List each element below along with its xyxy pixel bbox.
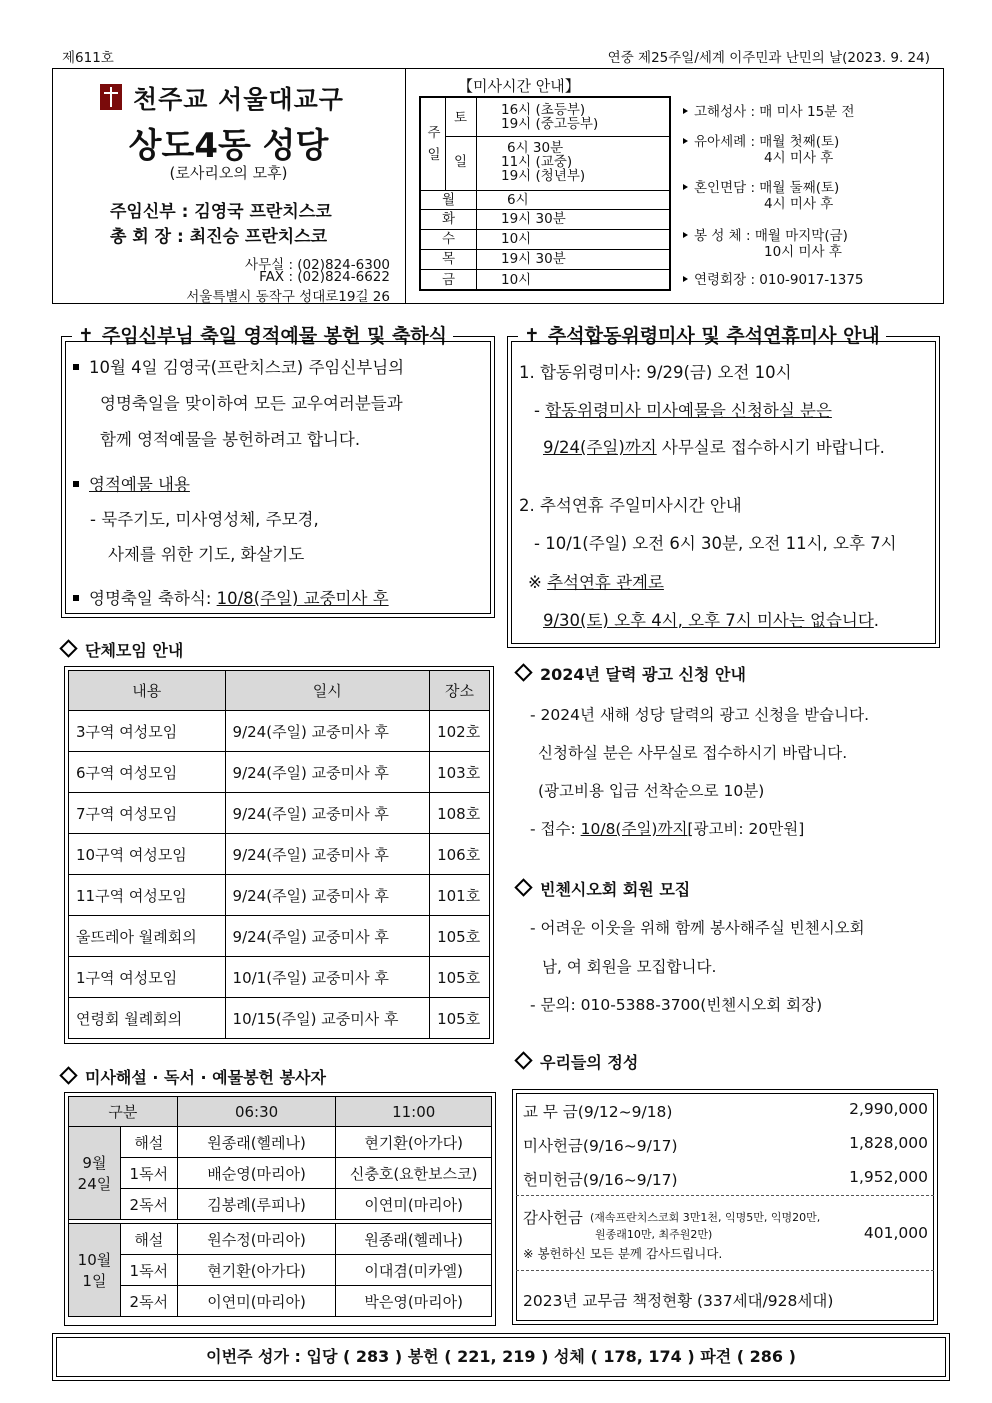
offering-amount: 2,990,000 [849,1100,928,1118]
group-name-cell: 3구역 여성모임 [69,711,226,752]
volunteer-cell: 배순영(마리아) [177,1158,336,1189]
volunteer-cell: 원종래(헬레나) [177,1127,336,1158]
offerings-title: 우리들의 정성 [513,1050,638,1073]
day-wed: 수 [441,231,456,247]
vincent-line-2: 남, 여 회원을 모집합니다. [542,958,717,976]
thu-time: 19시 30분 [501,251,566,267]
calendar-ad-line-3: (광고비용 입금 선착순으로 10분) [538,782,765,800]
chuseok-title: ✝ 추석합동위령미사 및 추석연휴미사 안내 [518,321,886,348]
communion-sick-info: 봉 성 체 : 매월 마지막(금) [683,228,848,244]
thanks-offering-amount: 401,000 [863,1224,928,1242]
chuseok-line-7: 9/30(토) 오후 4시, 오후 7시 미사는 없습니다. [543,611,880,630]
bullet-icon [683,108,688,114]
volunteer-cell: 이연미(마리아) [336,1189,492,1220]
infant-baptism-info: 유아세례 : 매월 첫째(토) [683,134,839,150]
calendar-ad-line-4: - 접수: 10/8(주일)까지[광고비: 20만원] [530,820,805,838]
feast-celebration: 영명축일 축하식: 10/8(주일) 교중미사 후 [73,585,389,609]
feast-offering-heading: 영적예물 내용 [73,471,190,495]
office-phone: 사무실 : (02)824-6300 [245,257,390,273]
bullet-icon [683,138,688,144]
mass-schedule-table [419,96,671,291]
vincent-line-3: - 문의: 010-5388-3700(빈첸시오회 회장) [530,996,823,1014]
header-divider [405,68,406,304]
bullet-icon [73,364,79,370]
sun-time-3: 19시 (청년부) [501,168,586,184]
feast-title: ✝ 주임신부님 축일 영적예물 봉헌 및 축하식 [72,321,453,348]
groups-row [69,752,490,793]
archdiocese-name: 천주교 서울대교구 [133,85,344,114]
thanks-offering-label: 감사헌금 [523,1209,583,1227]
group-time-cell: 9/24(주일) 교중미사 후 [225,875,430,916]
group-name-cell: 연령회 월례회의 [69,998,226,1039]
mon-time: 6시 [507,192,529,208]
pastor-name: 주임신부 : 김영국 프란치스코 [110,202,332,222]
volunteers-title: 미사해설 · 독서 · 예물봉헌 봉사자 [58,1065,326,1088]
calendar-ad-line-2: 신청하실 분은 사무실로 접수하시기 바랍니다. [538,744,848,762]
group-room-cell: 105호 [430,957,490,998]
volunteer-cell: 박은영(마리아) [336,1286,492,1317]
infant-baptism-time: 4시 미사 후 [764,150,834,166]
volunteer-cell: 원수정(마리아) [177,1224,336,1255]
bullet-icon [73,595,79,601]
groups-row [69,916,490,957]
groups-row [69,957,490,998]
parish-name: 상도4동 성당 [128,126,329,166]
feast-line-6: 사제를 위한 기도, 화살기도 [108,545,305,564]
bullet-icon [683,232,688,238]
diamond-icon [514,1051,532,1069]
diamond-icon [514,663,532,681]
groups-header: 내용 [69,671,226,711]
volunteers-header: 11:00 [336,1097,492,1127]
volunteers-header: 구분 [69,1097,178,1127]
role-cell: 2독서 [120,1286,177,1317]
volunteer-cell: 신충호(요한보스코) [336,1158,492,1189]
group-name-cell: 1구역 여성모임 [69,957,226,998]
group-time-cell: 9/24(주일) 교중미사 후 [225,916,430,957]
feast-line-5: - 묵주기도, 미사영성체, 주모경, [90,510,319,529]
bullet-icon [73,481,79,487]
day-sat: 토 [453,110,468,126]
groups-row [69,793,490,834]
cross-icon: ✝ [524,325,540,347]
feast-line-2: 영명축일을 맞이하여 모든 교우여러분들과 [100,394,403,413]
bullet-icon [683,276,688,282]
groups-header: 장소 [430,671,490,711]
role-cell: 2독서 [120,1189,177,1220]
offering-amount: 1,952,000 [849,1168,928,1186]
office-fax: FAX : (02)824-6622 [259,269,390,285]
volunteer-cell: 현기환(아가다) [177,1255,336,1286]
sat-time-2: 19시 (중고등부) [501,116,599,132]
group-time-cell: 10/15(주일) 교중미사 후 [225,998,430,1039]
chuseok-line-3: 9/24(주일)까지 사무실로 접수하시기 바랍니다. [543,438,885,457]
group-room-cell: 105호 [430,998,490,1039]
offering-amount: 1,828,000 [849,1134,928,1152]
group-room-cell: 102호 [430,711,490,752]
group-room-cell: 105호 [430,916,490,957]
group-room-cell: 103호 [430,752,490,793]
offering-label: 헌미헌금(9/16~9/17) [523,1171,678,1189]
communion-sick-time: 10시 미사 후 [764,244,842,260]
chuseok-line-5: - 10/1(주일) 오전 6시 30분, 오전 11시, 오후 7시 [534,534,897,553]
hymns-box [52,1333,950,1381]
wed-time: 10시 [501,231,532,247]
group-time-cell: 9/24(주일) 교중미사 후 [225,793,430,834]
groups-header: 일시 [225,671,430,711]
group-room-cell: 106호 [430,834,490,875]
offering-label: 교 무 금(9/12~9/18) [523,1103,673,1121]
marriage-time: 4시 미사 후 [764,196,834,212]
thanks-offering-detail: (재속프란치스코회 3만1천, 익명5만, 익명20만, [590,1211,821,1224]
bullet-icon [683,184,688,190]
issue-number: 제611호 [62,50,114,66]
group-time-cell: 9/24(주일) 교중미사 후 [225,834,430,875]
feast-line-1: 10월 4일 김영국(프란치스코) 주임신부님의 [73,354,404,378]
day-thu: 목 [441,251,456,267]
president-name: 총 회 장 : 최진승 프란치스코 [110,227,328,247]
sunday-label: 주일 [427,125,441,163]
hymns-text: 이번주 성가 : 입당 ( 283 ) 봉헌 ( 221, 219 ) 성체 ( 178, 174 ) 파견 ( 286 ) [56,1337,946,1377]
volunteer-cell: 이대겸(미카엘) [336,1255,492,1286]
sun-time-1: 6시 30분 [507,140,564,156]
office-address: 서울특별시 동작구 성대로19길 26 [186,289,390,305]
thanks-offering-detail: 원종래10만, 최주원2만) [595,1228,713,1241]
mass-schedule-title: 【미사시간 안내】 [458,77,580,95]
day-tue: 화 [441,211,456,227]
group-name-cell: 11구역 여성모임 [69,875,226,916]
sun-time-2: 11시 (교중) [501,154,573,170]
volunteers-header: 06:30 [177,1097,336,1127]
thanks-note: ※ 봉헌하신 모든 분께 감사드립니다. [523,1246,723,1261]
parish-patron: (로사리오의 모후) [169,164,288,182]
chuseok-line-6: ※ 추석연휴 관계로 [528,573,664,592]
volunteers-table [68,1096,492,1317]
volunteer-cell: 이연미(마리아) [177,1286,336,1317]
group-time-cell: 9/24(주일) 교중미사 후 [225,711,430,752]
elders-contact: 연령회장 : 010-9017-1375 [683,272,864,288]
confession-info: 고해성사 : 매 미사 15분 전 [683,104,855,120]
fri-time: 10시 [501,272,532,288]
role-cell: 해설 [120,1224,177,1255]
chuseok-line-1: 1. 합동위령미사: 9/29(금) 오전 10시 [519,363,792,382]
offerings-divider [516,1195,934,1196]
vincent-line-1: - 어려운 이웃을 위해 함께 봉사해주실 빈첸시오회 [530,919,865,937]
group-name-cell: 울뜨레아 월례회의 [69,916,226,957]
group-name-cell: 7구역 여성모임 [69,793,226,834]
role-cell: 해설 [120,1127,177,1158]
groups-table [68,670,490,1039]
vincent-title: 빈첸시오회 회원 모집 [513,877,690,900]
chuseok-line-4: 2. 추석연휴 주일미사시간 안내 [519,496,742,515]
diamond-icon [514,878,532,896]
role-cell: 1독서 [120,1255,177,1286]
group-room-cell: 101호 [430,875,490,916]
groups-title: 단체모임 안내 [58,638,183,661]
volunteer-cell: 현기환(아가다) [336,1127,492,1158]
volunteer-cell: 원종래(헬레나) [336,1224,492,1255]
group-name-cell: 10구역 여성모임 [69,834,226,875]
week-date: 10월 1일 [69,1224,121,1317]
volunteer-cell: 김봉례(루피나) [177,1189,336,1220]
groups-row [69,875,490,916]
calendar-ad-line-1: - 2024년 새해 성당 달력의 광고 신청을 받습니다. [530,706,869,724]
pledge-status: 2023년 교무금 책정현황 (337세대/928세대) [523,1292,834,1310]
offering-label: 미사헌금(9/16~9/17) [523,1137,678,1155]
groups-row [69,711,490,752]
group-name-cell: 6구역 여성모임 [69,752,226,793]
tue-time: 19시 30분 [501,211,566,227]
date-line: 연중 제25주일/세계 이주민과 난민의 날(2023. 9. 24) [607,50,930,66]
groups-row [69,834,490,875]
offerings-divider [516,1270,934,1271]
cross-icon: ✝ [78,325,94,347]
day-fri: 금 [441,272,456,288]
chuseok-line-2: - 합동위령미사 미사예물을 신청하실 분은 [534,401,832,420]
week-date: 9월 24일 [69,1127,121,1220]
day-mon: 월 [441,192,456,208]
group-time-cell: 10/1(주일) 교중미사 후 [225,957,430,998]
sat-time-1: 16시 (초등부) [501,102,586,118]
group-room-cell: 108호 [430,793,490,834]
day-sun: 일 [453,154,468,170]
calendar-ad-title: 2024년 달력 광고 신청 안내 [513,662,746,685]
diamond-icon [59,639,77,657]
diamond-icon [59,1066,77,1084]
role-cell: 1독서 [120,1158,177,1189]
archdiocese-logo [100,84,122,110]
marriage-info: 혼인면담 : 매월 둘째(토) [683,180,839,196]
groups-row [69,998,490,1039]
group-time-cell: 9/24(주일) 교중미사 후 [225,752,430,793]
feast-line-3: 함께 영적예물을 봉헌하려고 합니다. [100,430,361,449]
